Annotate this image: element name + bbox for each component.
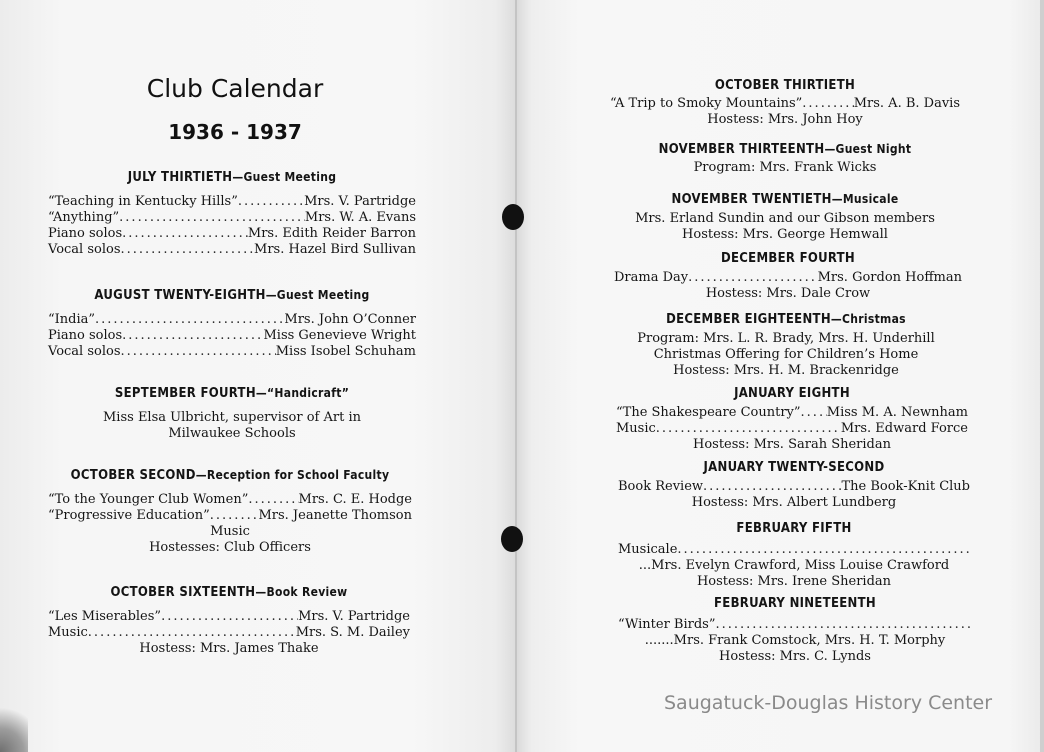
section-december-fourth bbox=[614, 251, 962, 302]
page-edge bbox=[1040, 0, 1044, 752]
section-heading: SEPTEMBER FOURTH—“Handicraft” bbox=[114, 386, 350, 401]
program-entry: Book Review ..... The Book-Knit Club bbox=[618, 479, 970, 495]
program-line: Music bbox=[210, 524, 250, 539]
section-heading: FEBRUARY FIFTH bbox=[736, 521, 852, 536]
program-entry: “Teaching in Kentucky Hills” ..... Mrs. V. Partridge bbox=[48, 194, 416, 210]
program-line: Christmas Offering for Children’s Home bbox=[653, 347, 919, 362]
binding-hole-top bbox=[502, 204, 524, 230]
program-line: Hostess: Mrs. H. M. Brackenridge bbox=[673, 363, 899, 378]
program-entry: Drama Day ..... Mrs. Gordon Hoffman bbox=[614, 270, 962, 286]
section-heading: AUGUST TWENTY-EIGHTH—Guest Meeting bbox=[94, 288, 370, 303]
program-line: ...Mrs. Evelyn Crawford, Miss Louise Crawford bbox=[638, 558, 950, 573]
program-entry: “India” ..... Mrs. John O’Conner bbox=[48, 312, 416, 328]
section-september-fourth bbox=[48, 386, 416, 442]
corner-shadow bbox=[0, 700, 28, 752]
program-entry: Musicale ..... bbox=[618, 542, 970, 558]
program-line: Mrs. Erland Sundin and our Gibson members bbox=[635, 211, 935, 226]
program-entry: Vocal solos ..... Mrs. Hazel Bird Sullivan bbox=[48, 242, 416, 258]
program-entry: “A Trip to Smoky Mountains” ..... Mrs. A. B. Davis bbox=[610, 96, 960, 112]
program-line: .......Mrs. Frank Comstock, Mrs. H. T. Morphy bbox=[644, 633, 946, 648]
section-october-sixteenth bbox=[48, 585, 410, 657]
section-february-fifth bbox=[618, 521, 970, 590]
section-heading: NOVEMBER TWENTIETH—Musicale bbox=[671, 192, 899, 207]
section-heading: OCTOBER SECOND—Reception for School Faculty bbox=[70, 468, 390, 483]
section-heading: FEBRUARY NINETEENTH bbox=[713, 596, 877, 611]
section-october-second bbox=[48, 468, 412, 556]
section-february-nineteenth bbox=[618, 596, 972, 665]
program-line: Hostess: Mrs. James Thake bbox=[139, 641, 319, 656]
section-heading: NOVEMBER THIRTEENTH—Guest Night bbox=[658, 142, 912, 157]
program-entry: “Anything” ..... Mrs. W. A. Evans bbox=[48, 210, 416, 226]
section-heading: JANUARY TWENTY-SECOND bbox=[703, 460, 885, 475]
section-november-thirteenth bbox=[610, 142, 960, 176]
section-heading: JULY THIRTIETH—Guest Meeting bbox=[127, 170, 337, 185]
section-january-twenty-second bbox=[618, 460, 970, 511]
program-entry: Piano solos ..... Miss Genevieve Wright bbox=[48, 328, 416, 344]
program-line: Hostess: Mrs. Albert Lundberg bbox=[691, 495, 897, 510]
program-line: Program: Mrs. Frank Wicks bbox=[693, 160, 877, 175]
section-november-twentieth bbox=[610, 192, 960, 243]
section-december-eighteenth bbox=[610, 312, 962, 379]
book-gutter bbox=[515, 0, 517, 752]
section-january-eighth bbox=[616, 386, 968, 453]
page-title: Club Calendar bbox=[146, 74, 324, 103]
program-line: Program: Mrs. L. R. Brady, Mrs. H. Underhill bbox=[637, 331, 935, 346]
program-line: Hostess: Mrs. Sarah Sheridan bbox=[693, 437, 891, 452]
program-line: Milwaukee Schools bbox=[168, 426, 296, 441]
page-years: 1936 - 1937 bbox=[168, 120, 302, 144]
program-entry: “Les Miserables” ..... Mrs. V. Partridge bbox=[48, 609, 410, 625]
section-heading: DECEMBER FOURTH bbox=[720, 251, 856, 266]
section-heading: OCTOBER THIRTIETH bbox=[714, 78, 856, 93]
section-october-thirtieth bbox=[610, 78, 960, 128]
section-august-twenty-eighth bbox=[48, 288, 416, 360]
binding-hole-bottom bbox=[501, 526, 523, 552]
section-heading: JANUARY EIGHTH bbox=[734, 386, 850, 401]
program-entry: “Winter Birds” ..... bbox=[618, 617, 972, 633]
program-entry: “Progressive Education” ..... Mrs. Jeanette Thomson bbox=[48, 508, 412, 524]
program-entry: “The Shakespeare Country” ..... Miss M. A. Newnham bbox=[616, 405, 968, 421]
section-july-thirtieth bbox=[48, 170, 416, 258]
program-entry: Music ..... Mrs. S. M. Dailey bbox=[48, 625, 410, 641]
program-line: Hostess: Mrs. John Hoy bbox=[707, 112, 863, 127]
program-entry: “To the Younger Club Women” ..... Mrs. C. E. Hodge bbox=[48, 492, 412, 508]
section-heading: DECEMBER EIGHTEENTH—Christmas bbox=[666, 312, 906, 327]
program-line: Hostess: Mrs. C. Lynds bbox=[719, 649, 871, 664]
program-line: Hostesses: Club Officers bbox=[149, 540, 311, 555]
program-entry: Music ..... Mrs. Edward Force bbox=[616, 421, 968, 437]
watermark-text: Saugatuck-Douglas History Center bbox=[664, 692, 993, 714]
section-heading: OCTOBER SIXTEENTH—Book Review bbox=[110, 585, 348, 600]
program-entry: Vocal solos ..... Miss Isobel Schuham bbox=[48, 344, 416, 360]
program-entry: Piano solos ..... Mrs. Edith Reider Barron bbox=[48, 226, 416, 242]
program-line: Hostess: Mrs. Dale Crow bbox=[705, 286, 871, 301]
program-line: Hostess: Mrs. Irene Sheridan bbox=[696, 574, 892, 589]
program-line: Hostess: Mrs. George Hemwall bbox=[682, 227, 888, 242]
program-line: Miss Elsa Ulbricht, supervisor of Art in bbox=[103, 410, 361, 425]
